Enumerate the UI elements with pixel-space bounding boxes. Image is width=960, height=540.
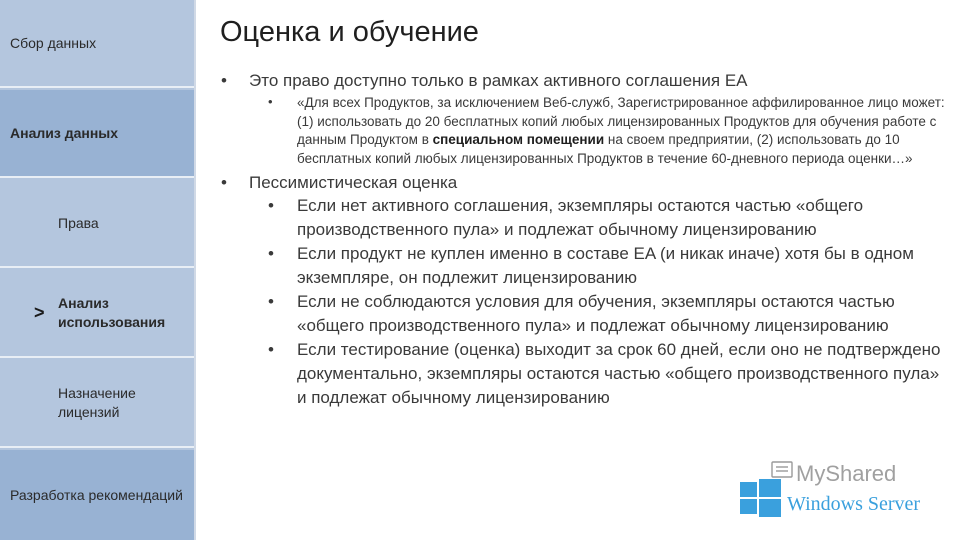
sub-bullet: • Если продукт не куплен именно в составе EA (и никак иначе) хотя бы в одном экземпляре, он подлежит лицензированию (220, 242, 950, 290)
sidebar-item-data-collection[interactable] (0, 0, 194, 88)
sidebar-item-label: Сбор данных (10, 34, 97, 51)
sidebar-item-license-assignment[interactable] (0, 360, 194, 448)
sidebar-item-data-analysis[interactable] (0, 90, 194, 178)
watermark-product: Windows Server (787, 493, 921, 515)
slide-content (220, 0, 960, 540)
sidebar-item-label: Права (58, 214, 99, 231)
sub-bullet: • Если не соблюдаются условия для обучения, экземпляры остаются частью «общего производственного пула» и подлежат обычному лицензированию (220, 290, 950, 338)
bullet-pessimistic: • Пессимистическая оценка (220, 172, 950, 194)
sub-bullet: • Если нет активного соглашения, экземпляры остаются частью «общего производственного пула» и подлежат обычному лицензированию (220, 194, 950, 242)
sub-bullet: • Если тестирование (оценка) выходит за срок 60 дней, если оно не подтверждено документально, экземпляры остаются частью «общего производственного пула» и подлежат обычному лицензированию (220, 338, 950, 410)
quote-bold-text: специальном помещении (432, 132, 605, 148)
sidebar (0, 0, 196, 540)
current-item-arrow-icon: > (34, 302, 45, 323)
sidebar-item-label: Анализ использования (58, 295, 166, 330)
sidebar-item-rights[interactable] (0, 180, 194, 268)
watermark-brand: MyShared (796, 461, 897, 486)
bullet-ea-right: • Это право доступно только в рамках активного соглашения EA (220, 70, 950, 92)
quote-bullet: • «Для всех Продуктов, за исключением Веб-служб, Зарегистрированное аффилированное лицо может: (1) использовать до 20 бесплатных копий любых лицензированных Продуктов для обучения работе с данным Продуктом в специальном помещении на своем предприятии, (2) использовать до 10 бесплатных копий любых лицензированных Продуктов в течение 60-дневного периода оценки…» (220, 94, 950, 168)
watermark (738, 460, 938, 520)
sidebar-item-label: Назначение лицензий (58, 385, 136, 420)
page-title: Оценка и обучение (220, 16, 479, 48)
sidebar-item-recommendations[interactable] (0, 450, 194, 540)
sidebar-item-label: Анализ данных (10, 124, 119, 141)
sidebar-item-label: Разработка рекомендаций (10, 486, 183, 503)
sidebar-item-usage-analysis[interactable] (0, 270, 194, 358)
windows-logo-icon (738, 460, 938, 520)
bullet-list (220, 70, 950, 410)
